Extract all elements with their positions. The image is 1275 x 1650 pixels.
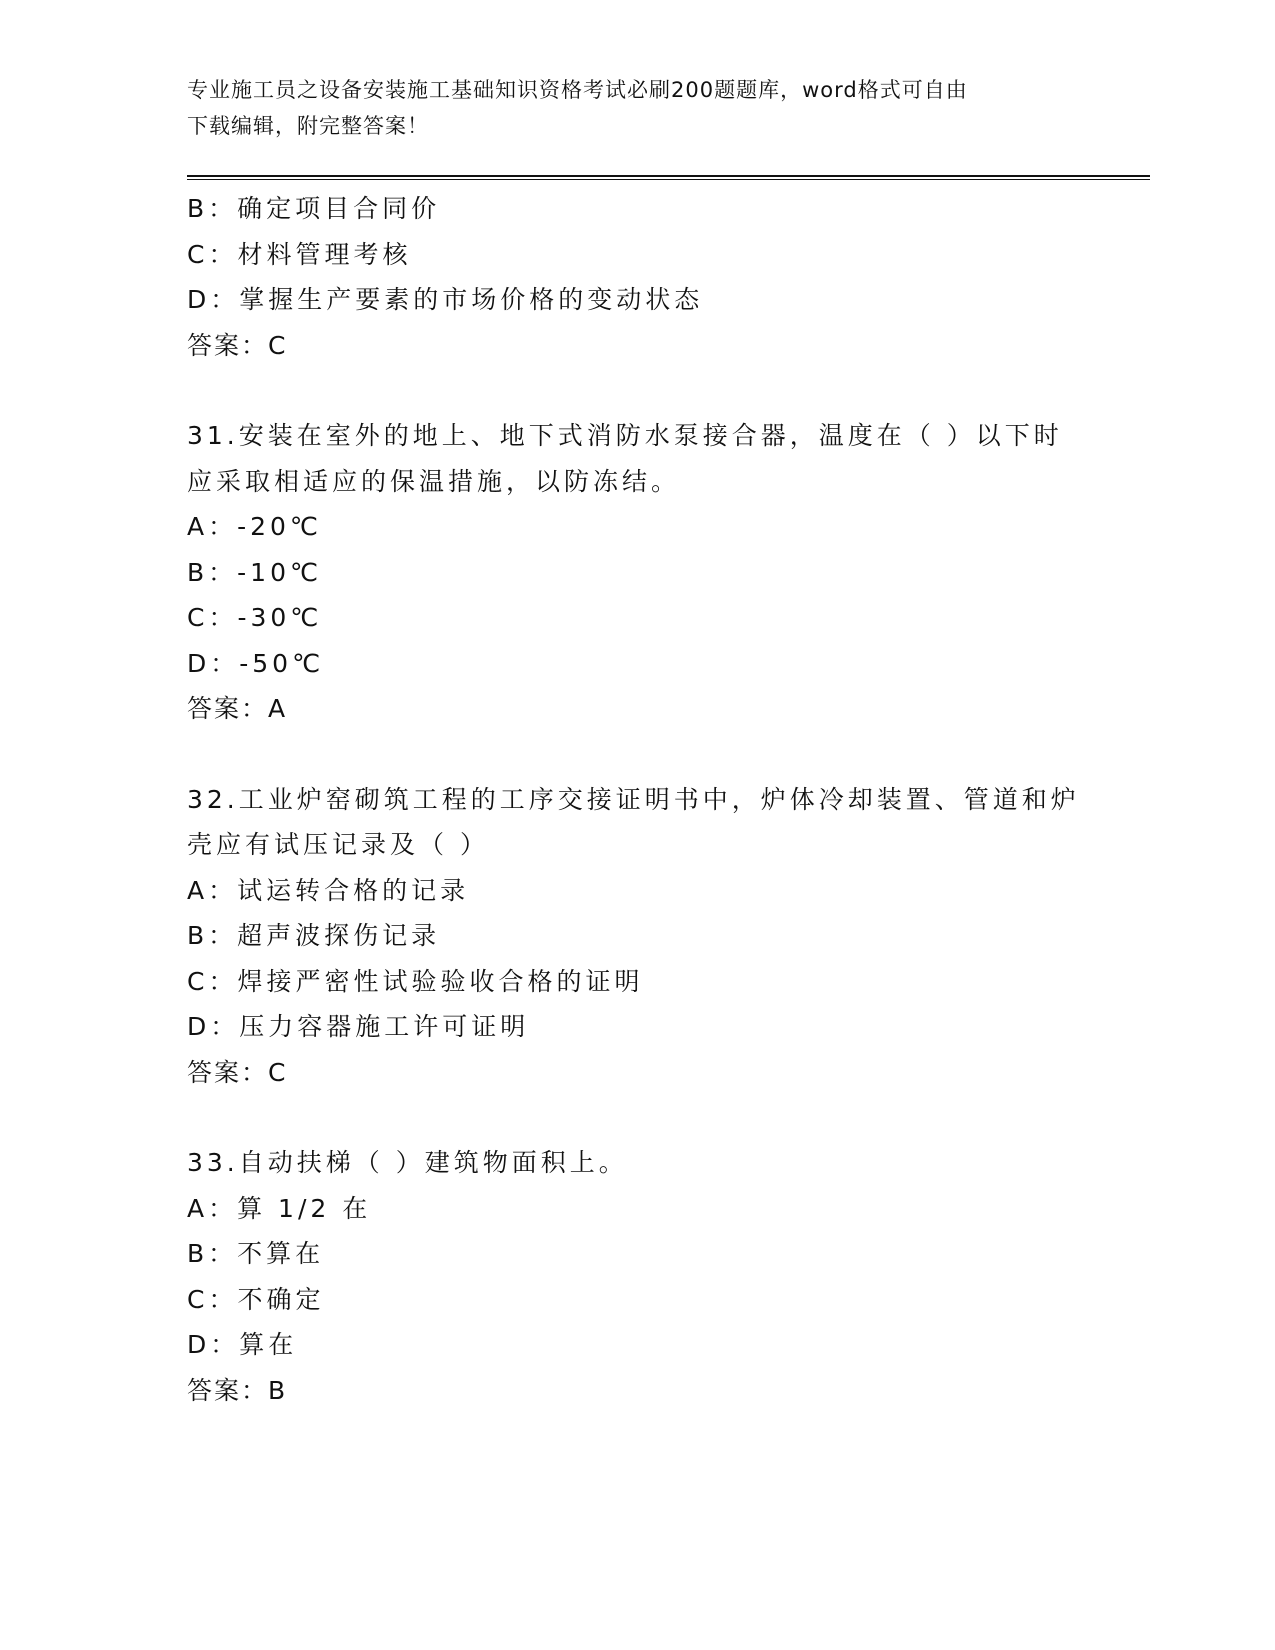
header-divider: [187, 175, 1150, 180]
question-stem-line: 壳应有试压记录及（ ）: [187, 830, 489, 859]
option-c: C：不确定: [187, 1284, 325, 1314]
question-31: [187, 413, 1087, 732]
option-a: A：-20℃: [187, 512, 323, 541]
option-b: B：确定项目合同价: [187, 194, 441, 223]
question-stem-line: 32.工业炉窑砌筑工程的工序交接证明书中，炉体冷却装置、管道和炉: [187, 784, 1080, 814]
question-list: [187, 186, 1087, 1413]
header-line-1: 专业施工员之设备安装施工基础知识资格考试必刷200题题库，word格式可自由: [187, 78, 968, 102]
option-d: D：算在: [187, 1330, 298, 1359]
option-a: A：试运转合格的记录: [187, 875, 470, 905]
option-b: B：超声波探伤记录: [187, 921, 441, 950]
document-header: [187, 72, 1087, 144]
answer-line: 答案：B: [187, 1375, 288, 1405]
question-33: [187, 1140, 1087, 1413]
header-line-2: 下载编辑，附完整答案！: [187, 114, 429, 138]
option-c: C：-30℃: [187, 603, 323, 632]
question-stem-line: 应采取相适应的保温措施，以防冻结。: [187, 466, 681, 496]
option-d: D：掌握生产要素的市场价格的变动状态: [187, 285, 704, 314]
question-32: [187, 777, 1087, 1096]
option-c: C：材料管理考核: [187, 239, 412, 269]
option-d: D：压力容器施工许可证明: [187, 1012, 530, 1041]
question-stem-line: 33.自动扶梯（ ）建筑物面积上。: [187, 1148, 628, 1177]
answer-line: 答案：C: [187, 330, 288, 360]
option-b: B：-10℃: [187, 557, 323, 587]
option-b: B：不算在: [187, 1239, 325, 1268]
spacer: [187, 1095, 1087, 1140]
spacer: [187, 732, 1087, 777]
answer-line: 答案：C: [187, 1057, 288, 1087]
option-c: C：焊接严密性试验验收合格的证明: [187, 966, 644, 996]
answer-line: 答案：A: [187, 694, 288, 723]
option-a: A：算 1/2 在: [187, 1193, 372, 1223]
previous-question-tail: [187, 186, 1087, 368]
question-stem-line: 31.安装在室外的地上、地下式消防水泵接合器，温度在（ ）以下时: [187, 421, 1063, 450]
option-d: D：-50℃: [187, 648, 325, 678]
spacer: [187, 368, 1087, 413]
